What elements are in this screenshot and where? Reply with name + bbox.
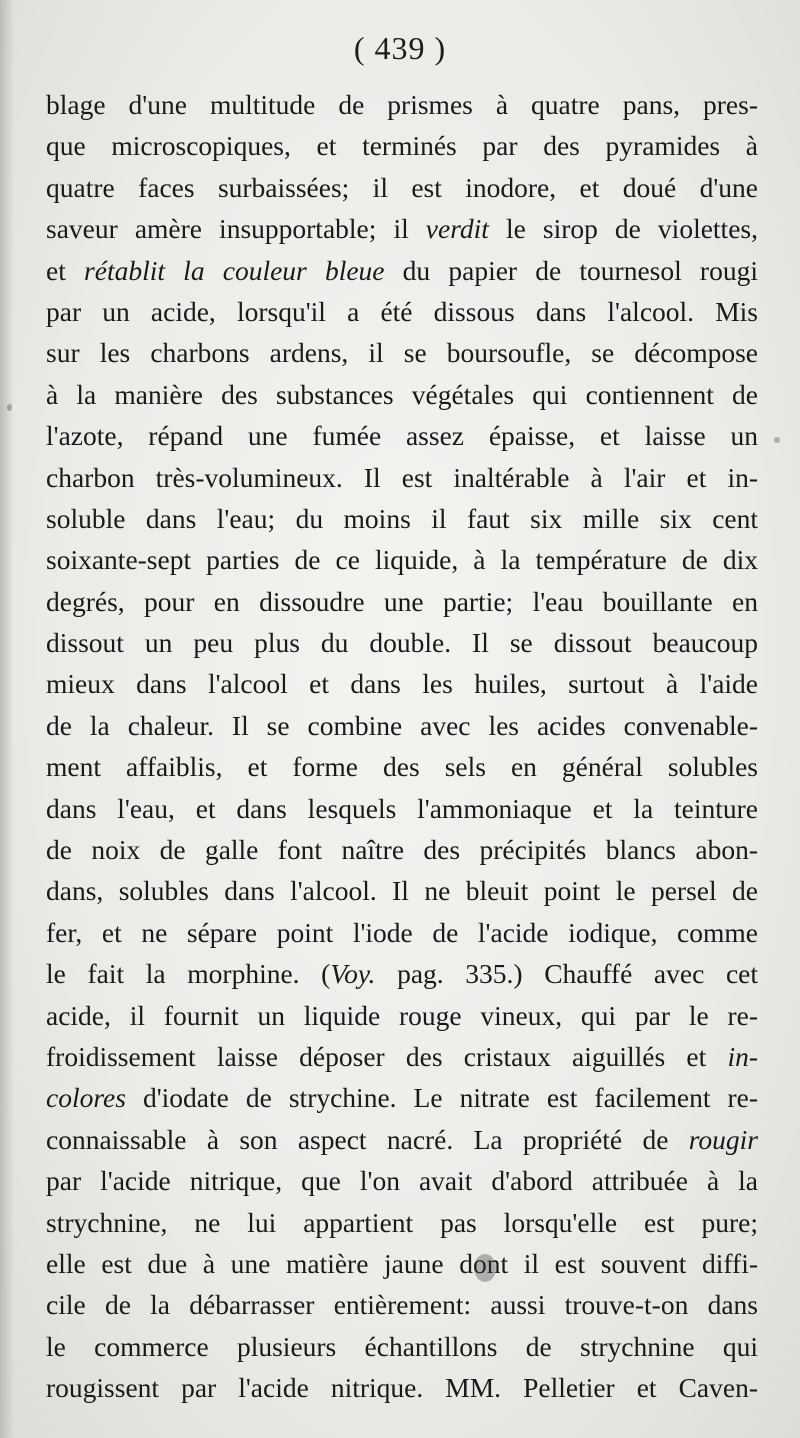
text-segment: mieux dans l'alcool et dans les huiles, surtout à l'aide bbox=[46, 668, 758, 700]
text-segment: le sirop de violettes, bbox=[488, 213, 758, 245]
text-line bbox=[46, 415, 758, 456]
text-line bbox=[46, 746, 758, 787]
text-segment: connaissable à son aspect nacré. La propriété de bbox=[46, 1123, 689, 1155]
text-line bbox=[46, 167, 758, 208]
text-line bbox=[46, 457, 758, 498]
text-segment: acide, il fournit un liquide rouge vineux, qui par le re- bbox=[46, 999, 758, 1031]
text-line bbox=[46, 1077, 758, 1118]
text-line bbox=[46, 208, 758, 249]
text-segment: rougissent par l'acide nitrique. MM. Pelletier et Caven- bbox=[46, 1372, 758, 1404]
text-segment: saveur amère insupportable; il bbox=[46, 213, 426, 245]
text-segment: par l'acide nitrique, que l'on avait d'abord attribuée à la bbox=[46, 1165, 758, 1197]
text-segment: dans l'eau, et dans lesquels l'ammoniaque et la teinture bbox=[46, 792, 758, 824]
text-line bbox=[46, 250, 758, 291]
text-line bbox=[46, 995, 758, 1036]
italic-text: rétablit la couleur bleue bbox=[84, 254, 385, 286]
text-segment: l'azote, répand une fumée assez épaisse, et laisse un bbox=[46, 420, 758, 452]
text-line bbox=[46, 1036, 758, 1077]
text-line bbox=[46, 705, 758, 746]
text-segment: blage d'une multitude de prismes à quatre pans, pres- bbox=[46, 89, 758, 120]
body-text bbox=[46, 84, 758, 1409]
page-number: ( 439 ) bbox=[353, 30, 447, 66]
text-segment: elle est due à une matière jaune dont il est souvent diffi- bbox=[46, 1247, 758, 1279]
text-line bbox=[46, 663, 758, 704]
text-segment: dans, solubles dans l'alcool. Il ne bleuit point le persel de bbox=[46, 875, 758, 907]
text-segment: fer, et ne sépare point l'iode de l'acide iodique, comme bbox=[46, 916, 758, 948]
text-segment: froidissement laisse déposer des cristaux aiguillés et bbox=[46, 1040, 728, 1072]
italic-text: rougir bbox=[688, 1123, 758, 1155]
text-segment: par un acide, lorsqu'il a été dissous dans l'alcool. Mis bbox=[46, 295, 758, 327]
text-line bbox=[46, 622, 758, 663]
text-line bbox=[46, 125, 758, 166]
text-line bbox=[46, 788, 758, 829]
text-segment: strychnine, ne lui appartient pas lorsqu'elle est pure; bbox=[46, 1206, 758, 1238]
text-line bbox=[46, 1160, 758, 1201]
text-segment: et bbox=[46, 254, 85, 286]
text-segment: le commerce plusieurs échantillons de strychnine qui bbox=[46, 1330, 758, 1362]
page-edge-shadow bbox=[0, 0, 14, 1438]
text-line bbox=[46, 1202, 758, 1243]
text-segment: quatre faces surbaissées; il est inodore, et doué d'une bbox=[46, 171, 758, 203]
text-line bbox=[46, 84, 758, 125]
text-segment: cile de la débarrasser entièrement: aussi trouve-t-on dans bbox=[46, 1289, 758, 1321]
text-segment: soixante-sept parties de ce liquide, à la température de dix bbox=[46, 544, 758, 576]
italic-text: in- bbox=[727, 1040, 758, 1072]
text-segment: de noix de galle font naître des précipités blancs abon- bbox=[46, 834, 758, 866]
text-line bbox=[46, 1367, 758, 1408]
text-segment: degrés, pour en dissoudre une partie; l'eau bouillante en bbox=[46, 585, 758, 617]
text-segment: dissout un peu plus du double. Il se dissout beaucoup bbox=[46, 627, 758, 659]
text-line bbox=[46, 953, 758, 994]
italic-text: Voy. bbox=[330, 958, 376, 990]
text-segment: que microscopiques, et terminés par des pyramides à bbox=[46, 130, 758, 162]
ink-speck bbox=[7, 404, 12, 411]
text-line bbox=[46, 829, 758, 870]
text-line bbox=[46, 374, 758, 415]
ink-speck bbox=[774, 437, 780, 443]
italic-text: verdit bbox=[425, 213, 489, 245]
text-segment: de la chaleur. Il se combine avec les acides convenable- bbox=[46, 709, 758, 741]
text-segment: ment affaiblis, et forme des sels en général solubles bbox=[46, 751, 758, 783]
text-segment: charbon très-volumineux. Il est inaltérable à l'air et in- bbox=[46, 461, 758, 493]
italic-text: colores bbox=[46, 1082, 126, 1114]
text-segment: d'iodate de strychine. Le nitrate est facilement re- bbox=[125, 1082, 758, 1114]
text-line bbox=[46, 1284, 758, 1325]
text-segment: à la manière des substances végétales qui contiennent de bbox=[46, 378, 758, 410]
text-line bbox=[46, 291, 758, 332]
text-line bbox=[46, 581, 758, 622]
text-line bbox=[46, 332, 758, 373]
text-line bbox=[46, 1326, 758, 1367]
text-segment: sur les charbons ardens, il se boursoufle, se décompose bbox=[46, 337, 758, 369]
text-line bbox=[46, 498, 758, 539]
text-segment: le fait la morphine. ( bbox=[46, 958, 331, 990]
text-line bbox=[46, 870, 758, 911]
text-line bbox=[46, 1243, 758, 1284]
text-line bbox=[46, 539, 758, 580]
text-line bbox=[46, 912, 758, 953]
text-line bbox=[46, 1119, 758, 1160]
text-segment: pag. 335.) Chauffé avec cet bbox=[375, 958, 758, 990]
ink-smudge bbox=[474, 1254, 496, 1282]
text-segment: du papier de tournesol rougi bbox=[384, 254, 758, 286]
text-segment: soluble dans l'eau; du moins il faut six mille six cent bbox=[46, 502, 758, 534]
